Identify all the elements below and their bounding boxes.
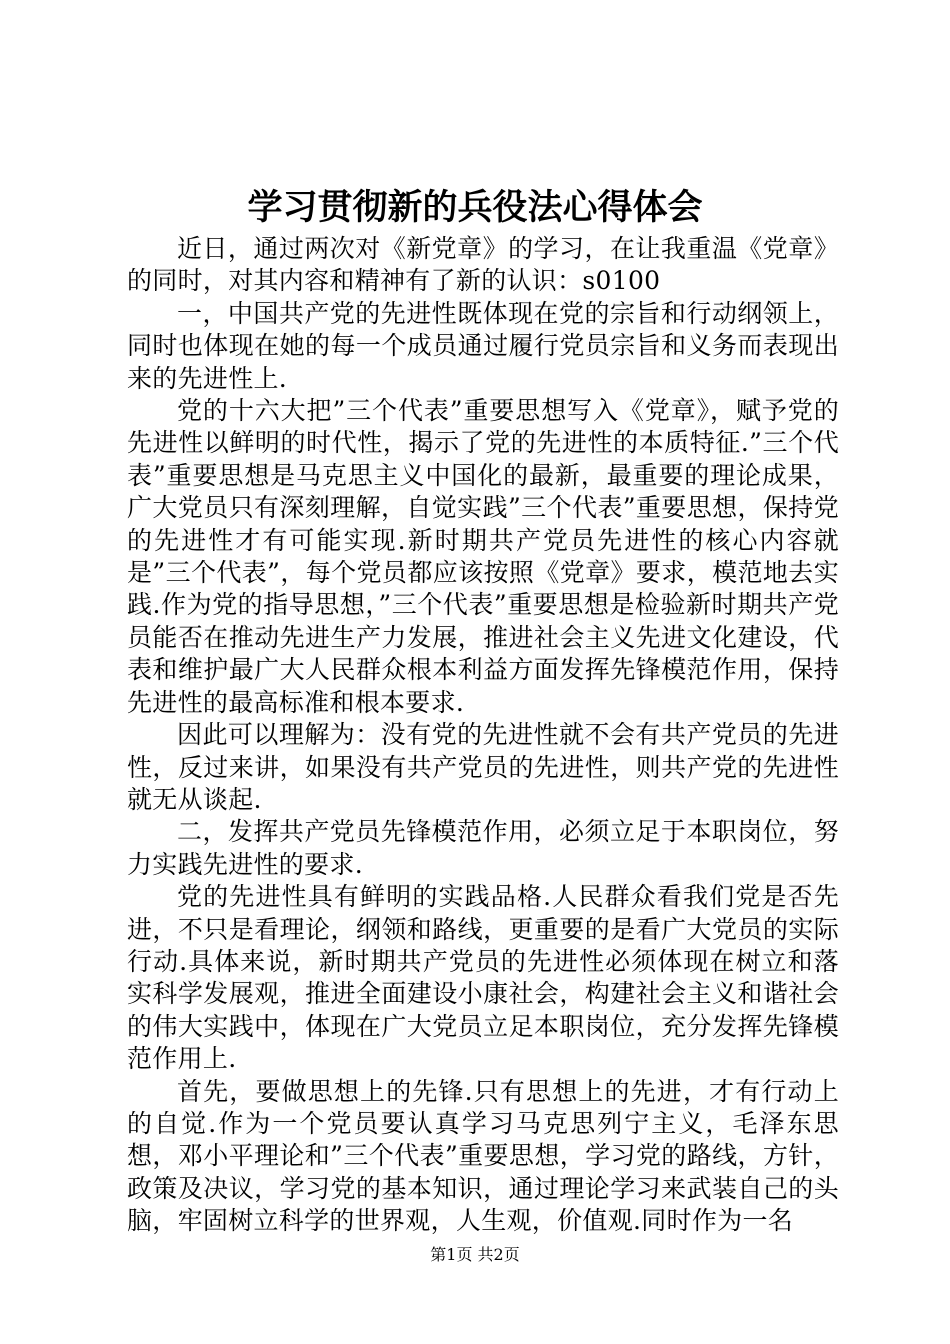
page-footer	[0, 1245, 950, 1265]
document-title: 学习贯彻新的兵役法心得体会	[247, 187, 703, 228]
document-body	[127, 233, 839, 1238]
paragraph: 近日，通过两次对《新党章》的学习，在让我重温《党章》的同时，对其内容和精神有了新的认识：s0100	[127, 234, 839, 296]
paragraph: 党的十六大把”三个代表”重要思想写入《党章》，赋予党的先进性以鲜明的时代性，揭示了党的先进性的本质特征.”三个代表”重要思想是马克思主义中国化的最新，最重要的理论成果，广大党员只有深刻理解，自觉实践”三个代表”重要思想，保持党的先进性才有可能实现.新时期共产党员先进性的核心内容就是”三个代表”，每个党员都应该按照《党章》要求，模范地去实践.作为党的指导思想，”三个代表”重要思想是检验新时期共产党员能否在推动先进生产力发展，推进社会主义先进文化建设，代表和维护最广大人民群众根本利益方面发挥先锋模范作用，保持先进性的最高标准和根本要求.	[127, 396, 839, 717]
paragraph: 党的先进性具有鲜明的实践品格.人民群众看我们党是否先进，不只是看理论，纲领和路线，更重要的是看广大党员的实际行动.具体来说，新时期共产党员的先进性必须体现在树立和落实科学发展观，推进全面建设小康社会，构建社会主义和谐社会的伟大实践中，体现在广大党员立足本职岗位，充分发挥先锋模范作用上.	[127, 882, 839, 1074]
paragraph: 一，中国共产党的先进性既体现在党的宗旨和行动纲领上，同时也体现在她的每一个成员通过履行党员宗旨和义务而表现出来的先进性上.	[127, 298, 839, 393]
page-indicator: 第1页 共2页	[430, 1245, 520, 1264]
paragraph: 二，发挥共产党员先锋模范作用，必须立足于本职岗位，努力实践先进性的要求.	[127, 817, 839, 879]
paragraph: 首先，要做思想上的先锋.只有思想上的先进，才有行动上的自觉.作为一个党员要认真学习马克思列宁主义，毛泽东思想，邓小平理论和”三个代表”重要思想，学习党的路线，方针，政策及决议，学习党的基本知识，通过理论学习来武装自己的头脑，牢固树立科学的世界观，人生观，价值观.同时作为一名	[127, 1076, 839, 1236]
paragraph: 因此可以理解为：没有党的先进性就不会有共产党员的先进性，反过来讲，如果没有共产党员的先进性，则共产党的先进性就无从谈起.	[127, 720, 839, 814]
